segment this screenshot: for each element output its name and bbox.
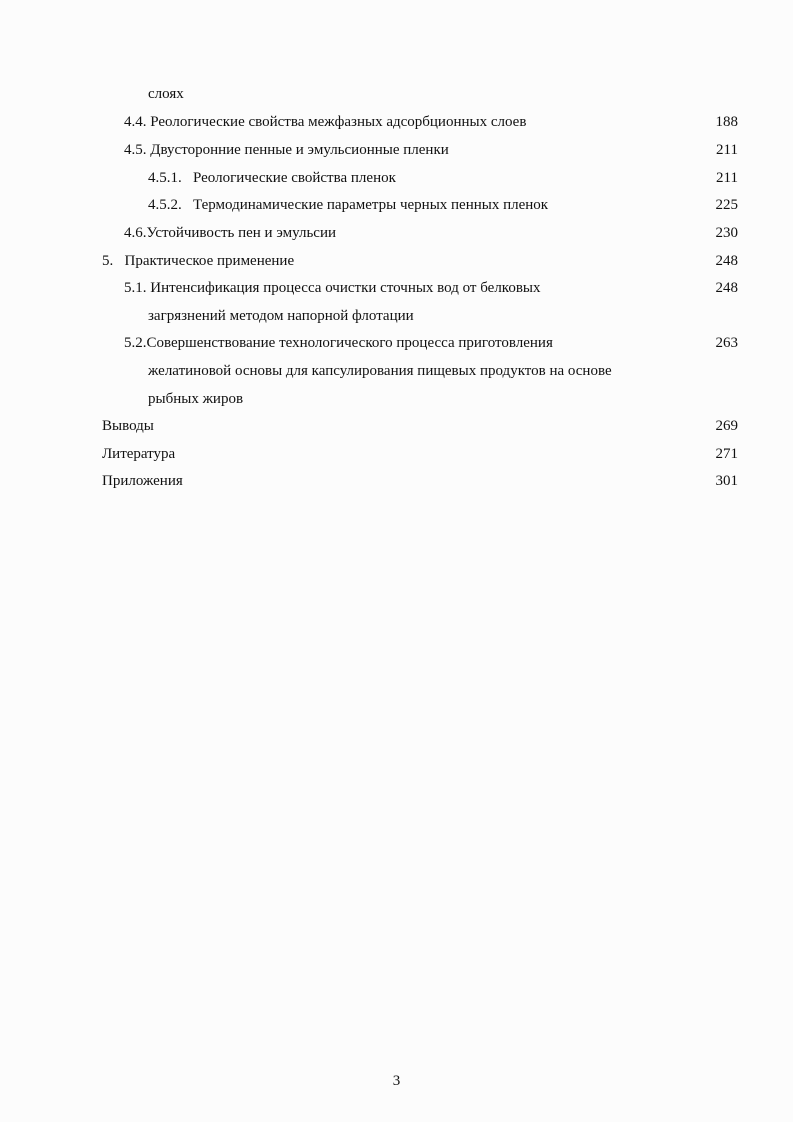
toc-entry-text: Выводы	[102, 418, 154, 434]
toc-entry-page: 211	[716, 142, 738, 158]
toc-entry-text: 4.6.Устойчивость пен и эмульсии	[124, 225, 337, 241]
toc-entry-text: рыбных жиров	[148, 391, 244, 407]
toc-entry-page: 269	[715, 418, 738, 434]
toc-entry-text: желатиновой основы для капсулирования пищевых продуктов на основе	[148, 363, 612, 379]
toc-entry-text: 5. Практическое применение	[102, 253, 295, 269]
toc-entry-page: 188	[715, 114, 738, 130]
toc-entry-text: Литература	[102, 446, 176, 462]
toc-entry-page: 225	[715, 197, 738, 213]
toc-entry-page: 271	[715, 446, 738, 462]
toc-entry-text: 4.5.1. Реологические свойства пленок	[148, 170, 396, 186]
toc-entry-text: 4.5.2. Термодинамические параметры черных пенных пленок	[148, 197, 549, 213]
toc-entry-page: 301	[715, 473, 738, 489]
toc-entry-page: 211	[716, 170, 738, 186]
toc-entry-text: Приложения	[102, 473, 183, 489]
toc-entry-text: 4.4. Реологические свойства межфазных адсорбционных слоев	[124, 114, 527, 130]
toc-entry-text: загрязнений методом напорной флотации	[148, 308, 414, 324]
toc-entry-page: 263	[715, 335, 738, 351]
toc-entry-text: 4.5. Двусторонние пенные и эмульсионные пленки	[124, 142, 449, 158]
toc-entry-page: 230	[715, 225, 738, 241]
toc-entry-page: 248	[715, 280, 738, 296]
page-number: 3	[392, 1073, 401, 1089]
toc-entry-text: 5.1. Интенсификация процесса очистки сточных вод от белковых	[124, 280, 541, 296]
toc-entry-text: слоях	[148, 86, 184, 102]
toc-entry-text: 5.2.Совершенствование технологического процесса приготовления	[124, 335, 553, 351]
toc-entry-page: 248	[715, 253, 738, 269]
